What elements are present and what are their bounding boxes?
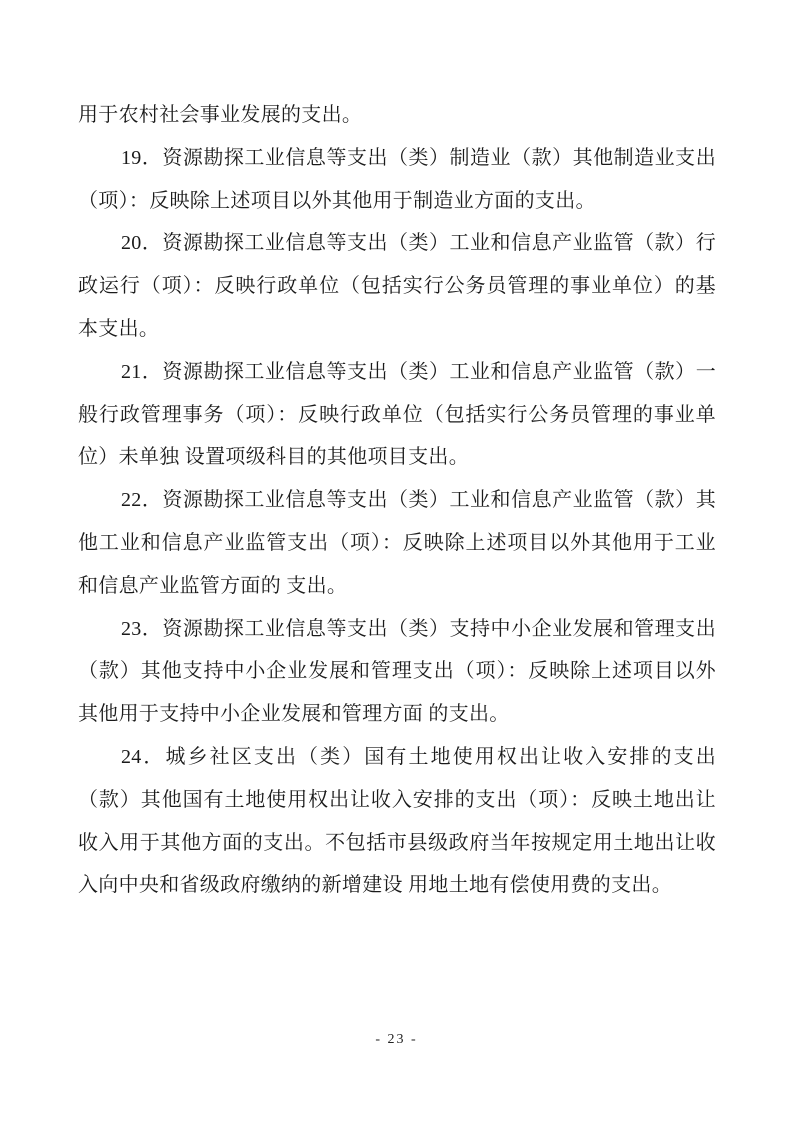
document-body (78, 94, 716, 907)
body-paragraph-item-21: 21．资源勘探工业信息等支出（类）工业和信息产业监管（款）一般行政管理事务（项）：反映行政单位（包括实行公务员管理的事业单位）未单独 设置项级科目的其他项目支出。 (78, 360, 716, 469)
page-number: - 23 - (375, 1032, 418, 1047)
body-paragraph-item-22: 22．资源勘探工业信息等支出（类）工业和信息产业监管（款）其他工业和信息产业监管支出（项）：反映除上述项目以外其他用于工业和信息产业监管方面的 支出。 (78, 489, 716, 597)
body-paragraph-continuation: 用于农村社会事业发展的支出。 (78, 104, 363, 126)
body-paragraph-item-23: 23．资源勘探工业信息等支出（类）支持中小企业发展和管理支出（款）其他支持中小企业发展和管理支出（项）：反映除上述项目以外其他用于支持中小企业发展和管理方面 的支出。 (78, 617, 716, 726)
body-paragraph-item-20: 20．资源勘探工业信息等支出（类）工业和信息产业监管（款）行政运行（项）：反映行政单位（包括实行公务员管理的事业单位）的基本支出。 (78, 232, 716, 340)
body-paragraph-item-19: 19．资源勘探工业信息等支出（类）制造业（款）其他制造业支出（项）：反映除上述项目以外其他用于制造业方面的支出。 (78, 146, 716, 212)
body-paragraph-item-24: 24．城乡社区支出（类）国有土地使用权出让收入安排的支出（款）其他国有土地使用权出让收入安排的支出（项）：反映土地出让收入用于其他方面的支出。不包括市县级政府当年按规定用土地出让收入向中央和省级政府缴纳的新增建设 用地土地有偿使用费的支出。 (78, 745, 716, 897)
